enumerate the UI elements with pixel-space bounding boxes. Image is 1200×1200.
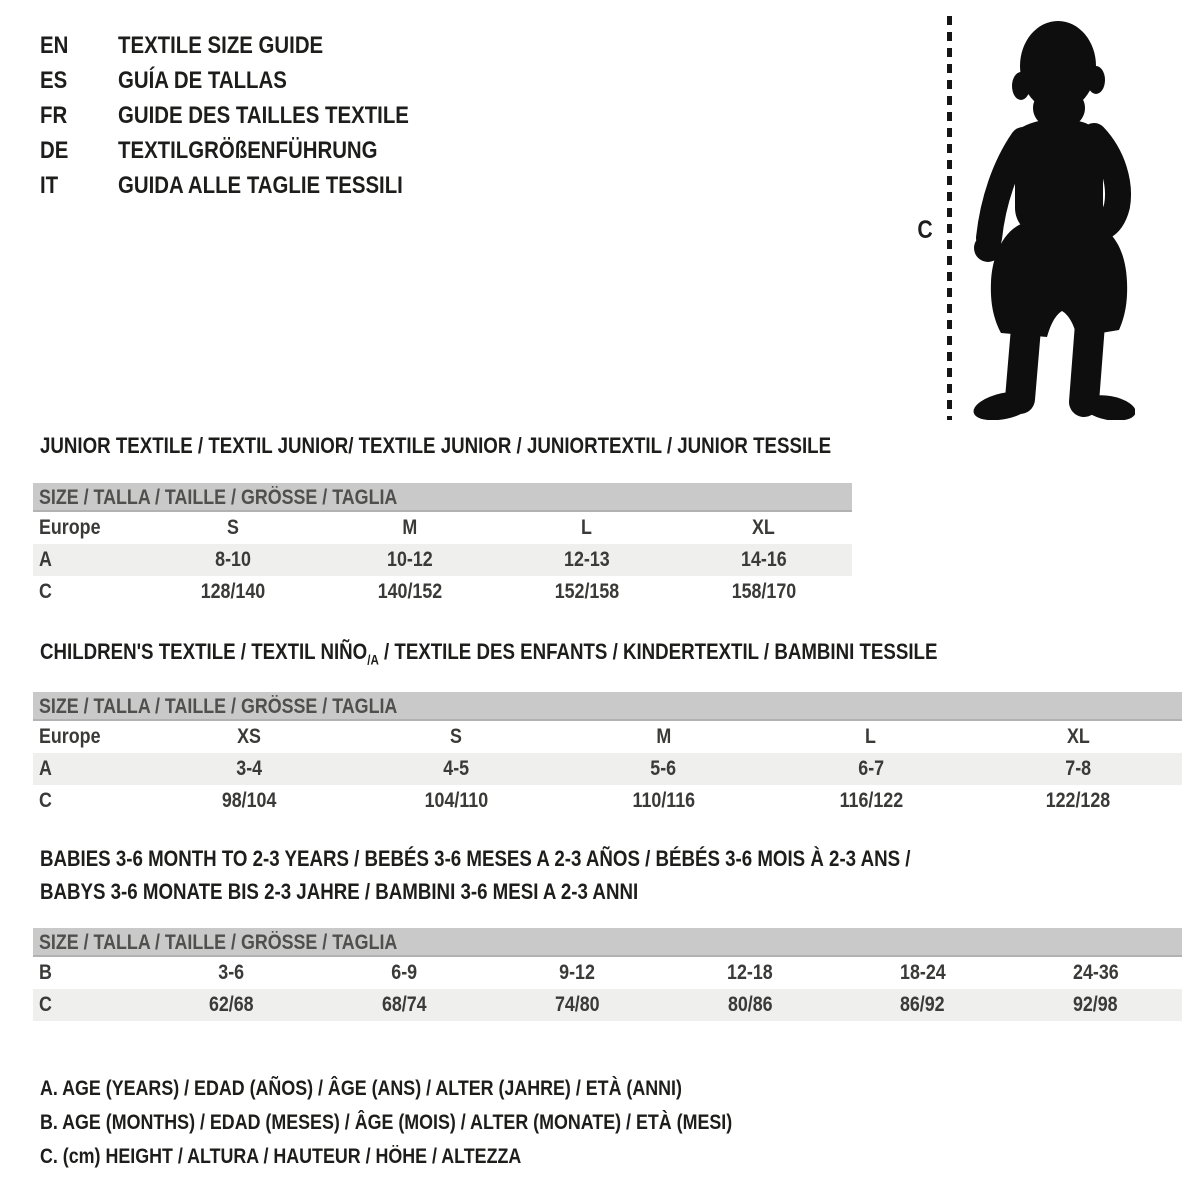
height-measure-label: C: [917, 216, 933, 244]
toddler-silhouette-icon: [963, 16, 1135, 420]
legend-line-c: C. (cm) HEIGHT / ALTURA / HAUTEUR / HÖHE / ALTEZZA: [40, 1145, 522, 1168]
junior-size-table: [33, 483, 852, 608]
height-cell: 116/122: [839, 789, 903, 812]
height-cell: 140/152: [377, 580, 443, 603]
nino-a-subscript: /A: [367, 652, 379, 668]
age-cell: 18-24: [899, 961, 946, 984]
age-cell: 3-4: [235, 757, 262, 780]
babies-size-table: [33, 928, 1182, 1021]
height-cell: 74/80: [554, 993, 600, 1016]
guide-title-en: TEXTILE SIZE GUIDE: [118, 32, 324, 59]
guide-title-de: TEXTILGRÖßENFÜHRUNG: [118, 137, 378, 164]
babies-height-row: [33, 989, 1182, 1021]
language-code: FR: [40, 102, 68, 129]
age-cell: 12-18: [727, 961, 773, 984]
age-cell: 12-13: [564, 548, 610, 571]
height-cell: 80/86: [727, 993, 773, 1016]
junior-height-row: [33, 576, 852, 608]
age-cell: 14-16: [740, 548, 787, 571]
row-label: B: [39, 961, 52, 984]
height-cell: 110/116: [632, 789, 695, 812]
children-section-title: CHILDREN'S TEXTILE / TEXTIL $NIÑO_{/A}$ / TEXTILE DES ENFANTS / KINDERTEXTIL / BAMBINI TESSILE: [40, 639, 938, 668]
children-europe-row: [33, 721, 1182, 753]
age-cell: 5-6: [650, 757, 677, 780]
age-cell: 24-36: [1072, 961, 1119, 984]
size-header-band: SIZE / TALLA / TAILLE / GRÖSSE / TAGLIA: [33, 692, 1182, 721]
age-cell: 4-5: [443, 757, 469, 780]
height-cell: 86/92: [900, 993, 946, 1016]
row-label: A: [39, 757, 52, 780]
row-label: C: [39, 580, 52, 603]
size-cell: XS: [236, 725, 261, 748]
height-cell: 104/110: [424, 789, 488, 812]
legend-line-a: A. AGE (YEARS) / EDAD (AÑOS) / ÂGE (ANS) / ALTER (JAHRE) / ETÀ (ANNI): [40, 1077, 682, 1100]
children-size-table: [33, 692, 1182, 817]
size-cell: L: [865, 725, 877, 748]
junior-section-title: JUNIOR TEXTILE / TEXTIL JUNIOR/ TEXTILE JUNIOR / JUNIORTEXTIL / JUNIOR TESSILE: [40, 433, 832, 458]
guide-title-it: GUIDA ALLE TAGLIE TESSILI: [118, 172, 403, 199]
height-dashed-measure-line: [947, 16, 952, 420]
age-cell: 3-6: [218, 961, 245, 984]
row-label: A: [39, 548, 52, 571]
size-header-band: SIZE / TALLA / TAILLE / GRÖSSE / TAGLIA: [33, 483, 852, 512]
language-code: ES: [40, 67, 68, 94]
row-label: Europe: [39, 725, 101, 748]
language-row-es: [40, 63, 660, 98]
age-cell: 6-9: [391, 961, 418, 984]
language-code: IT: [40, 172, 59, 199]
junior-age-row: [33, 544, 852, 576]
size-cell: XL: [752, 516, 776, 539]
babies-section-title-line1: BABIES 3-6 MONTH TO 2-3 YEARS / BEBÉS 3-6 MESES A 2-3 AÑOS / BÉBÉS 3-6 MOIS À 2-3 ANS /: [40, 846, 911, 871]
age-cell: 7-8: [1065, 757, 1092, 780]
language-code: EN: [40, 32, 69, 59]
age-cell: 8-10: [215, 548, 252, 571]
size-cell: M: [402, 516, 418, 539]
age-cell: 10-12: [387, 548, 433, 571]
guide-title-es: GUÍA DE TALLAS: [118, 67, 287, 94]
language-row-en: [40, 28, 660, 63]
height-cell: 122/128: [1046, 789, 1111, 812]
height-cell: 128/140: [201, 580, 266, 603]
row-label: C: [39, 993, 52, 1016]
language-code: DE: [40, 137, 69, 164]
size-cell: L: [581, 516, 593, 539]
height-cell: 152/158: [554, 580, 620, 603]
height-cell: 62/68: [209, 993, 254, 1016]
row-label: C: [39, 789, 52, 812]
junior-europe-row: [33, 512, 852, 544]
guide-title-fr: GUIDE DES TAILLES TEXTILE: [118, 102, 409, 129]
children-height-row: [33, 785, 1182, 817]
babies-section-title-line2: BABYS 3-6 MONATE BIS 2-3 JAHRE / BAMBINI 3-6 MESI A 2-3 ANNI: [40, 879, 639, 904]
size-cell: M: [656, 725, 671, 748]
age-cell: 9-12: [559, 961, 595, 984]
children-age-row: [33, 753, 1182, 785]
size-cell: S: [227, 516, 240, 539]
height-cell: 158/170: [731, 580, 796, 603]
language-row-fr: [40, 98, 660, 133]
size-cell: XL: [1066, 725, 1090, 748]
height-cell: 98/104: [221, 789, 276, 812]
language-row-de: [40, 133, 660, 168]
size-cell: S: [450, 725, 463, 748]
age-cell: 6-7: [857, 757, 884, 780]
babies-age-row: [33, 957, 1182, 989]
height-cell: 68/74: [381, 993, 427, 1016]
measurement-legend: [40, 1072, 854, 1174]
size-header-band: SIZE / TALLA / TAILLE / GRÖSSE / TAGLIA: [33, 928, 1182, 957]
language-title-list: [40, 28, 660, 203]
row-label: Europe: [39, 516, 101, 539]
height-cell: 92/98: [1073, 993, 1118, 1016]
language-row-it: [40, 168, 660, 203]
legend-line-b: B. AGE (MONTHS) / EDAD (MESES) / ÂGE (MOIS) / ALTER (MONATE) / ETÀ (MESI): [40, 1111, 733, 1134]
